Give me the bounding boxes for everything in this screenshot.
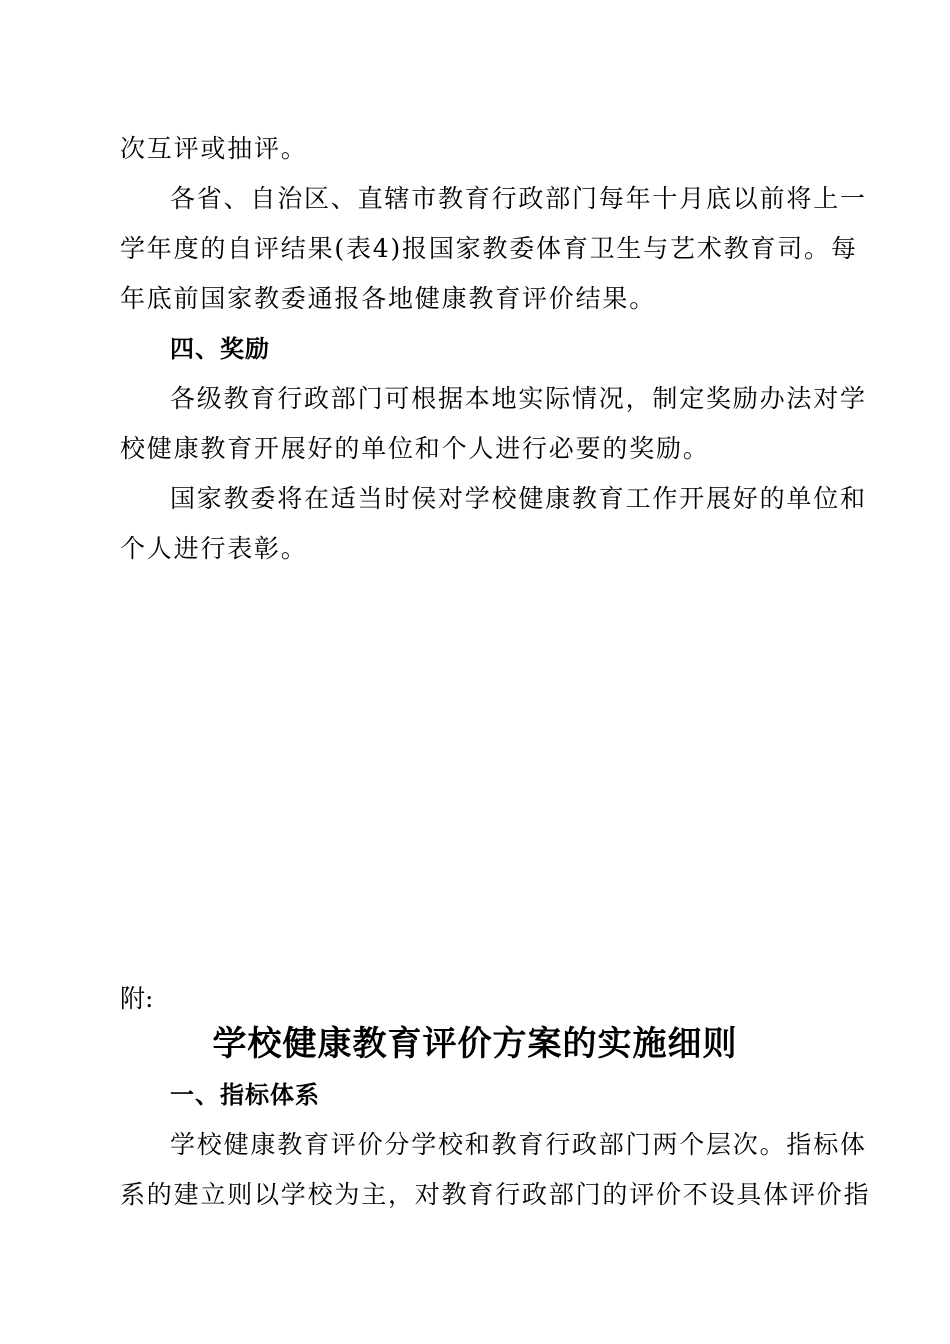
body-text-line: 国家教委将在适当时侯对学校健康教育工作开展好的单位和: [170, 484, 867, 513]
attachment-title: 学校健康教育评价方案的实施细则: [212, 1024, 738, 1064]
body-text-line: 系的建立则以学校为主，对教育行政部门的评价不设具体评价指: [120, 1180, 871, 1209]
section-heading-indicator-system: 一、指标体系: [170, 1081, 320, 1109]
body-text-line: 学年度的自评结果(表4)报国家教委体育卫生与艺术教育司。每: [120, 234, 858, 263]
body-text-line: 次互评或抽评。: [120, 134, 308, 163]
body-text-line: 学校健康教育评价分学校和教育行政部门两个层次。指标体: [170, 1130, 867, 1159]
body-text-line: 各省、自治区、直辖市教育行政部门每年十月底以前将上一: [170, 184, 867, 213]
body-text-line: 校健康教育开展好的单位和个人进行必要的奖励。: [120, 434, 710, 463]
body-text-line: 年底前国家教委通报各地健康教育评价结果。: [120, 284, 657, 313]
attachment-label: 附:: [120, 984, 154, 1013]
body-text-line: 个人进行表彰。: [120, 534, 308, 563]
section-heading-rewards: 四、奖励: [170, 335, 270, 363]
body-text-line: 各级教育行政部门可根据本地实际情况，制定奖励办法对学: [170, 384, 867, 413]
